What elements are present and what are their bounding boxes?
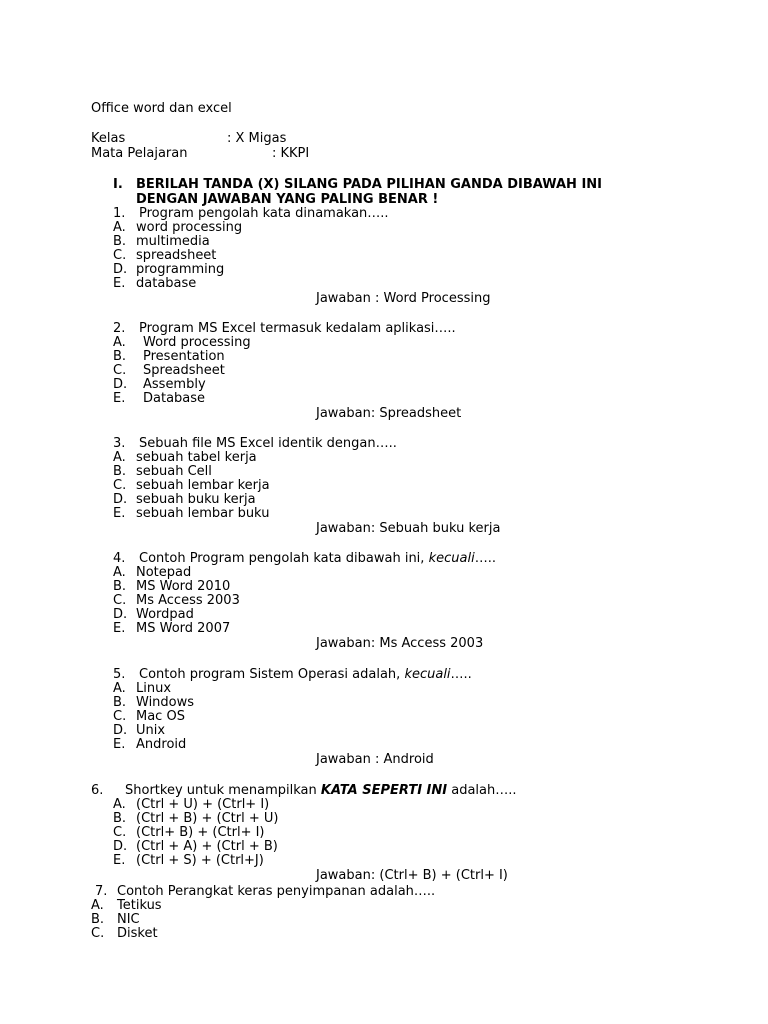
answer-text: Jawaban: Sebuah buku kerja (316, 521, 501, 536)
answer-text: Jawaban: (Ctrl+ B) + (Ctrl+ I) (316, 868, 508, 883)
question-text (139, 322, 456, 336)
question-text (139, 437, 397, 451)
option-letter: B. (91, 912, 105, 927)
option-text: word processing (136, 220, 243, 235)
option-letter: E. (113, 621, 126, 636)
question-number: 3. (113, 436, 126, 451)
option-letter: B. (113, 464, 127, 479)
option-letter: C. (113, 478, 127, 493)
option-letter: A. (91, 898, 104, 913)
option-text: Mac OS (136, 709, 185, 724)
option-text: database (136, 276, 197, 291)
question-stem: Contoh Perangkat keras penyimpanan adalah….. (117, 884, 436, 899)
option-text: Android (136, 737, 187, 752)
option-text: Tetikus (117, 898, 162, 913)
question-emphasis: kecuali (404, 667, 451, 682)
answer-text: Jawaban : Word Processing (316, 291, 491, 306)
option-text: Notepad (136, 565, 192, 580)
question-stem: Program pengolah kata dinamakan….. (139, 206, 389, 221)
option-letter: A. (113, 681, 126, 696)
option-text: sebuah lembar kerja (136, 478, 270, 493)
option-letter: B. (113, 579, 127, 594)
meta-label-kelas: Kelas (91, 131, 126, 146)
section-numeral: I. (113, 177, 123, 192)
question-suffix: ….. (474, 551, 496, 566)
question-text (139, 207, 389, 221)
question-suffix: ….. (450, 667, 472, 682)
option-text: multimedia (136, 234, 210, 249)
option-letter: C. (91, 926, 105, 941)
option-text: Word processing (143, 335, 251, 350)
option-letter: A. (113, 335, 126, 350)
option-letter: C. (113, 248, 127, 263)
section-heading-line2: DENGAN JAWABAN YANG PALING BENAR ! (136, 192, 439, 207)
question-number: 1. (113, 206, 126, 221)
option-text: spreadsheet (136, 248, 217, 263)
option-text: Unix (136, 723, 166, 738)
option-letter: E. (113, 276, 126, 291)
question-suffix: adalah….. (451, 783, 517, 798)
option-text: Ms Access 2003 (136, 593, 240, 608)
option-text: NIC (117, 912, 140, 927)
option-text: Wordpad (136, 607, 194, 622)
option-text: Disket (117, 926, 158, 941)
option-text: sebuah buku kerja (136, 492, 256, 507)
option-letter: D. (113, 839, 128, 854)
option-letter: B. (113, 234, 127, 249)
question-text (125, 784, 517, 798)
question-number: 4. (113, 551, 126, 566)
question-stem: Sebuah file MS Excel identik dengan….. (139, 436, 397, 451)
option-letter: D. (113, 262, 128, 277)
question-emphasis: kecuali (428, 551, 475, 566)
option-text: (Ctrl + B) + (Ctrl + U) (136, 811, 279, 826)
option-letter: A. (113, 220, 126, 235)
question-text (139, 552, 496, 566)
option-text: MS Word 2007 (136, 621, 231, 636)
section-heading-line1: BERILAH TANDA (X) SILANG PADA PILIHAN GANDA DIBAWAH INI (136, 177, 603, 192)
option-letter: D. (113, 723, 128, 738)
option-letter: C. (113, 709, 127, 724)
option-letter: B. (113, 811, 127, 826)
option-letter: A. (113, 797, 126, 812)
option-text: Database (143, 391, 206, 406)
question-number: 7. (95, 884, 108, 899)
option-letter: C. (113, 593, 127, 608)
option-letter: E. (113, 853, 126, 868)
question-stem: Shortkey untuk menampilkan (125, 783, 317, 798)
option-letter: B. (113, 695, 127, 710)
option-letter: D. (113, 607, 128, 622)
option-letter: E. (113, 506, 126, 521)
question-text (117, 885, 435, 899)
option-letter: A. (113, 565, 126, 580)
option-text: (Ctrl + A) + (Ctrl + B) (136, 839, 278, 854)
option-text: Linux (136, 681, 172, 696)
answer-text: Jawaban : Android (316, 752, 434, 767)
option-text: Presentation (143, 349, 225, 364)
option-text: Spreadsheet (143, 363, 225, 378)
question-stem: Program MS Excel termasuk kedalam aplikasi….. (139, 321, 456, 336)
option-text: programming (136, 262, 225, 277)
question-text (139, 668, 472, 682)
meta-label-mata-pelajaran: Mata Pelajaran (91, 146, 188, 161)
option-letter: C. (113, 363, 127, 378)
option-letter: E. (113, 737, 126, 752)
option-text: (Ctrl+ B) + (Ctrl+ I) (136, 825, 265, 840)
meta-value-mata-pelajaran: : KKPI (272, 146, 310, 161)
option-text: sebuah lembar buku (136, 506, 270, 521)
question-number: 2. (113, 321, 126, 336)
question-number: 5. (113, 667, 126, 682)
option-text: (Ctrl + S) + (Ctrl+J) (136, 853, 264, 868)
option-text: Windows (136, 695, 195, 710)
option-text: sebuah Cell (136, 464, 212, 479)
meta-value-kelas: : X Migas (227, 131, 287, 146)
option-letter: E. (113, 391, 126, 406)
option-letter: B. (113, 349, 127, 364)
question-number: 6. (91, 783, 104, 798)
question-emphasis: KATA SEPERTI INI (320, 783, 448, 798)
option-letter: D. (113, 377, 128, 392)
option-letter: D. (113, 492, 128, 507)
option-text: MS Word 2010 (136, 579, 231, 594)
option-text: Assembly (143, 377, 206, 392)
option-letter: A. (113, 450, 126, 465)
answer-text: Jawaban: Spreadsheet (316, 406, 462, 421)
question-stem: Contoh program Sistem Operasi adalah, (139, 667, 401, 682)
option-text: (Ctrl + U) + (Ctrl+ I) (136, 797, 270, 812)
option-text: sebuah tabel kerja (136, 450, 257, 465)
document-title: Office word dan excel (91, 101, 232, 116)
answer-text: Jawaban: Ms Access 2003 (316, 636, 484, 651)
question-stem: Contoh Program pengolah kata dibawah ini, (139, 551, 425, 566)
option-letter: C. (113, 825, 127, 840)
